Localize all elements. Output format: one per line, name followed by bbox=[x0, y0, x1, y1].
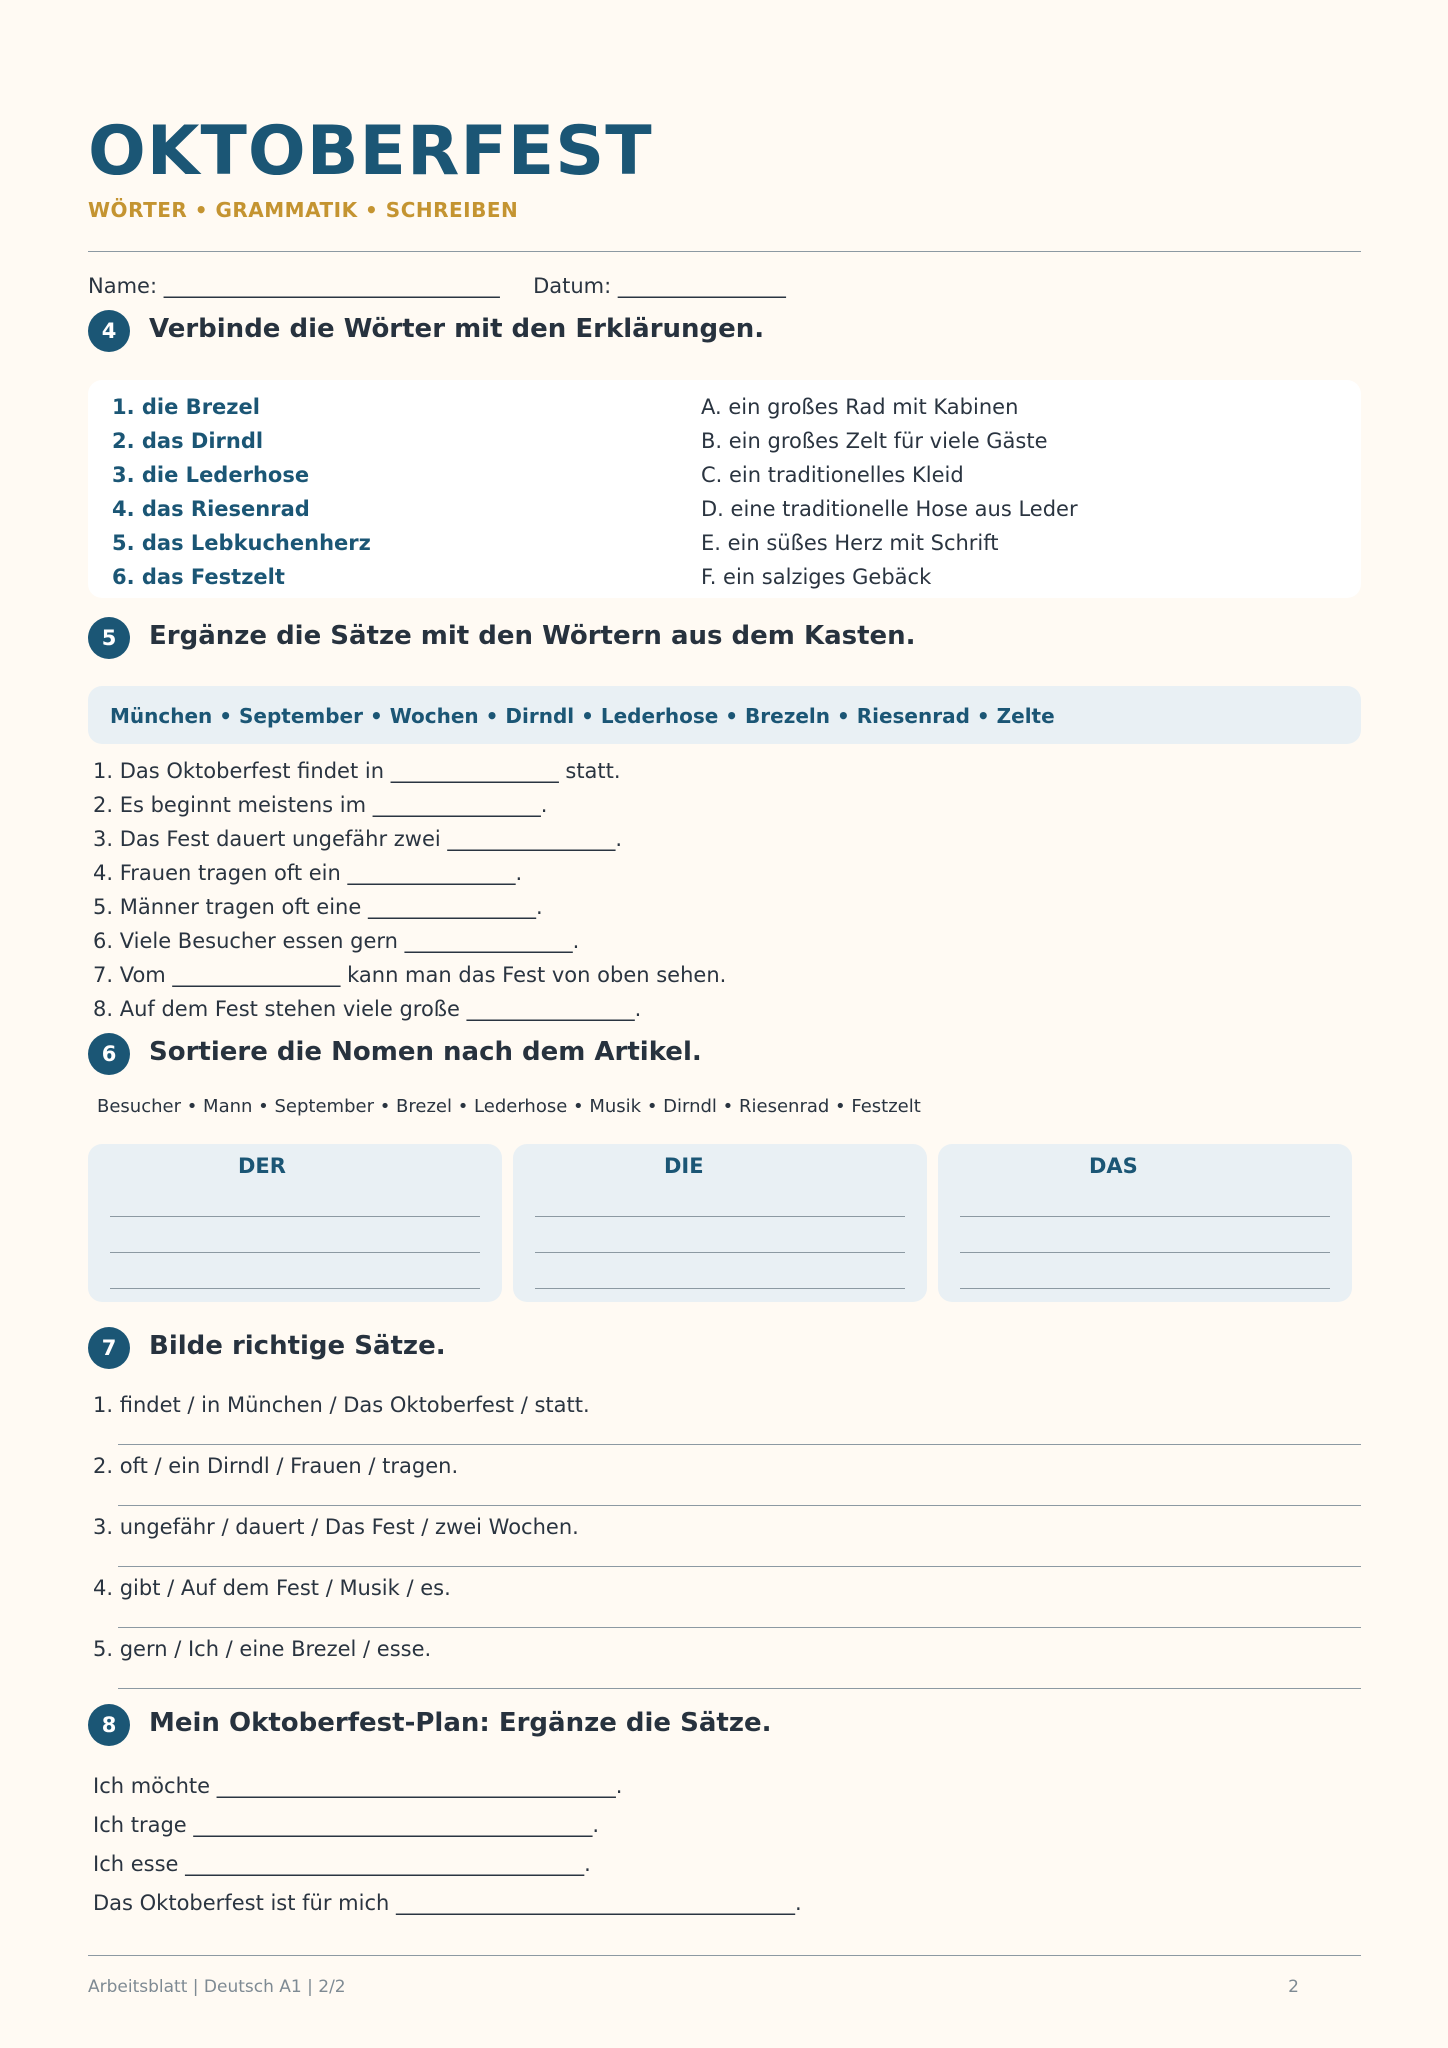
answer-line bbox=[535, 1216, 905, 1217]
answer-line bbox=[960, 1288, 1330, 1289]
scrambled-sentence: 3. ungefähr / dauert / Das Fest / zwei Wochen. bbox=[93, 1515, 579, 1539]
section-number-badge: 8 bbox=[88, 1704, 130, 1746]
plan-list bbox=[93, 1767, 802, 1923]
column-heading: DAS bbox=[1089, 1154, 1138, 1178]
definition-list bbox=[701, 390, 1078, 594]
section-number-badge: 6 bbox=[88, 1033, 130, 1075]
list-item: 2. Es beginnt meistens im ________________. bbox=[93, 793, 548, 817]
list-item: 4. das Riesenrad bbox=[112, 497, 310, 521]
answer-line bbox=[118, 1505, 1361, 1506]
header-divider bbox=[88, 251, 1361, 252]
sort-column-das bbox=[938, 1144, 1352, 1302]
matching-box bbox=[88, 380, 1361, 598]
page-subtitle: WÖRTER • GRAMMATIK • SCHREIBEN bbox=[88, 198, 519, 222]
section-title: Sortiere die Nomen nach dem Artikel. bbox=[149, 1037, 702, 1067]
section-title: Mein Oktoberfest-Plan: Ergänze die Sätze. bbox=[149, 1708, 772, 1738]
fill-in-list bbox=[93, 754, 726, 1026]
noun-list: Besucher • Mann • September • Brezel • Lederhose • Musik • Dirndl • Riesenrad • Festzelt bbox=[97, 1096, 921, 1117]
answer-line bbox=[535, 1252, 905, 1253]
column-heading: DER bbox=[238, 1154, 286, 1178]
answer-line bbox=[118, 1444, 1361, 1445]
list-item: 1. Das Oktoberfest findet in ________________ statt. bbox=[93, 759, 621, 783]
answer-line bbox=[118, 1627, 1361, 1628]
answer-line bbox=[118, 1688, 1361, 1689]
list-item: Das Oktoberfest ist für mich ______________________________________. bbox=[93, 1891, 802, 1915]
list-item: 2. das Dirndl bbox=[112, 429, 264, 453]
list-item: A. ein großes Rad mit Kabinen bbox=[701, 395, 1019, 419]
answer-line bbox=[535, 1288, 905, 1289]
section-number-badge: 4 bbox=[88, 310, 130, 352]
list-item: 5. Männer tragen oft eine ________________. bbox=[93, 895, 543, 919]
section-number-badge: 5 bbox=[88, 617, 130, 659]
footer-text: Arbeitsblatt | Deutsch A1 | 2/2 bbox=[88, 1977, 346, 1997]
scrambled-sentence: 5. gern / Ich / eine Brezel / esse. bbox=[93, 1637, 432, 1661]
list-item: Ich möchte ______________________________________. bbox=[93, 1774, 623, 1798]
list-item: F. ein salziges Gebäck bbox=[701, 565, 932, 589]
page-number: 2 bbox=[1288, 1977, 1299, 1997]
list-item: Ich esse ______________________________________. bbox=[93, 1852, 591, 1876]
list-item: D. eine traditionelle Hose aus Leder bbox=[701, 497, 1078, 521]
list-item: 6. Viele Besucher essen gern ________________. bbox=[93, 929, 580, 953]
word-bank-box bbox=[88, 686, 1361, 744]
scrambled-sentence: 2. oft / ein Dirndl / Frauen / tragen. bbox=[93, 1454, 459, 1478]
list-item: 4. Frauen tragen oft ein ________________. bbox=[93, 861, 523, 885]
answer-line bbox=[110, 1288, 480, 1289]
word-list bbox=[112, 390, 371, 594]
list-item: B. ein großes Zelt für viele Gäste bbox=[701, 429, 1048, 453]
list-item: 6. das Festzelt bbox=[112, 565, 285, 589]
section-title: Verbinde die Wörter mit den Erklärungen. bbox=[149, 314, 765, 344]
answer-line bbox=[960, 1252, 1330, 1253]
footer-divider bbox=[88, 1955, 1361, 1956]
answer-line bbox=[960, 1216, 1330, 1217]
worksheet-page bbox=[88, 0, 1361, 2048]
sort-column-die bbox=[513, 1144, 927, 1302]
list-item: 3. Das Fest dauert ungefähr zwei ________________. bbox=[93, 827, 623, 851]
list-item: 8. Auf dem Fest stehen viele große ________________. bbox=[93, 997, 642, 1021]
list-item: 7. Vom ________________ kann man das Fest von oben sehen. bbox=[93, 963, 727, 987]
list-item: 3. die Lederhose bbox=[112, 463, 310, 487]
section-title: Ergänze die Sätze mit den Wörtern aus dem Kasten. bbox=[149, 621, 916, 651]
answer-line bbox=[110, 1216, 480, 1217]
scrambled-sentence: 4. gibt / Auf dem Fest / Musik / es. bbox=[93, 1576, 451, 1600]
column-heading: DIE bbox=[664, 1154, 704, 1178]
section-title: Bilde richtige Sätze. bbox=[149, 1331, 446, 1361]
list-item: Ich trage ______________________________________. bbox=[93, 1813, 600, 1837]
sort-column-der bbox=[88, 1144, 502, 1302]
list-item: 5. das Lebkuchenherz bbox=[112, 531, 371, 555]
section-number-badge: 7 bbox=[88, 1327, 130, 1369]
word-bank-text: München • September • Wochen • Dirndl • Lederhose • Brezeln • Riesenrad • Zelte bbox=[110, 704, 1055, 728]
list-item: 1. die Brezel bbox=[112, 395, 260, 419]
answer-line bbox=[110, 1252, 480, 1253]
page-title: OKTOBERFEST bbox=[88, 112, 653, 191]
answer-line bbox=[118, 1566, 1361, 1567]
list-item: C. ein traditionelles Kleid bbox=[701, 463, 964, 487]
scrambled-sentence: 1. findet / in München / Das Oktoberfest / statt. bbox=[93, 1393, 590, 1417]
name-date-line: Name: ________________________________ Datum: ________________ bbox=[88, 274, 786, 298]
list-item: E. ein süßes Herz mit Schrift bbox=[701, 531, 999, 555]
